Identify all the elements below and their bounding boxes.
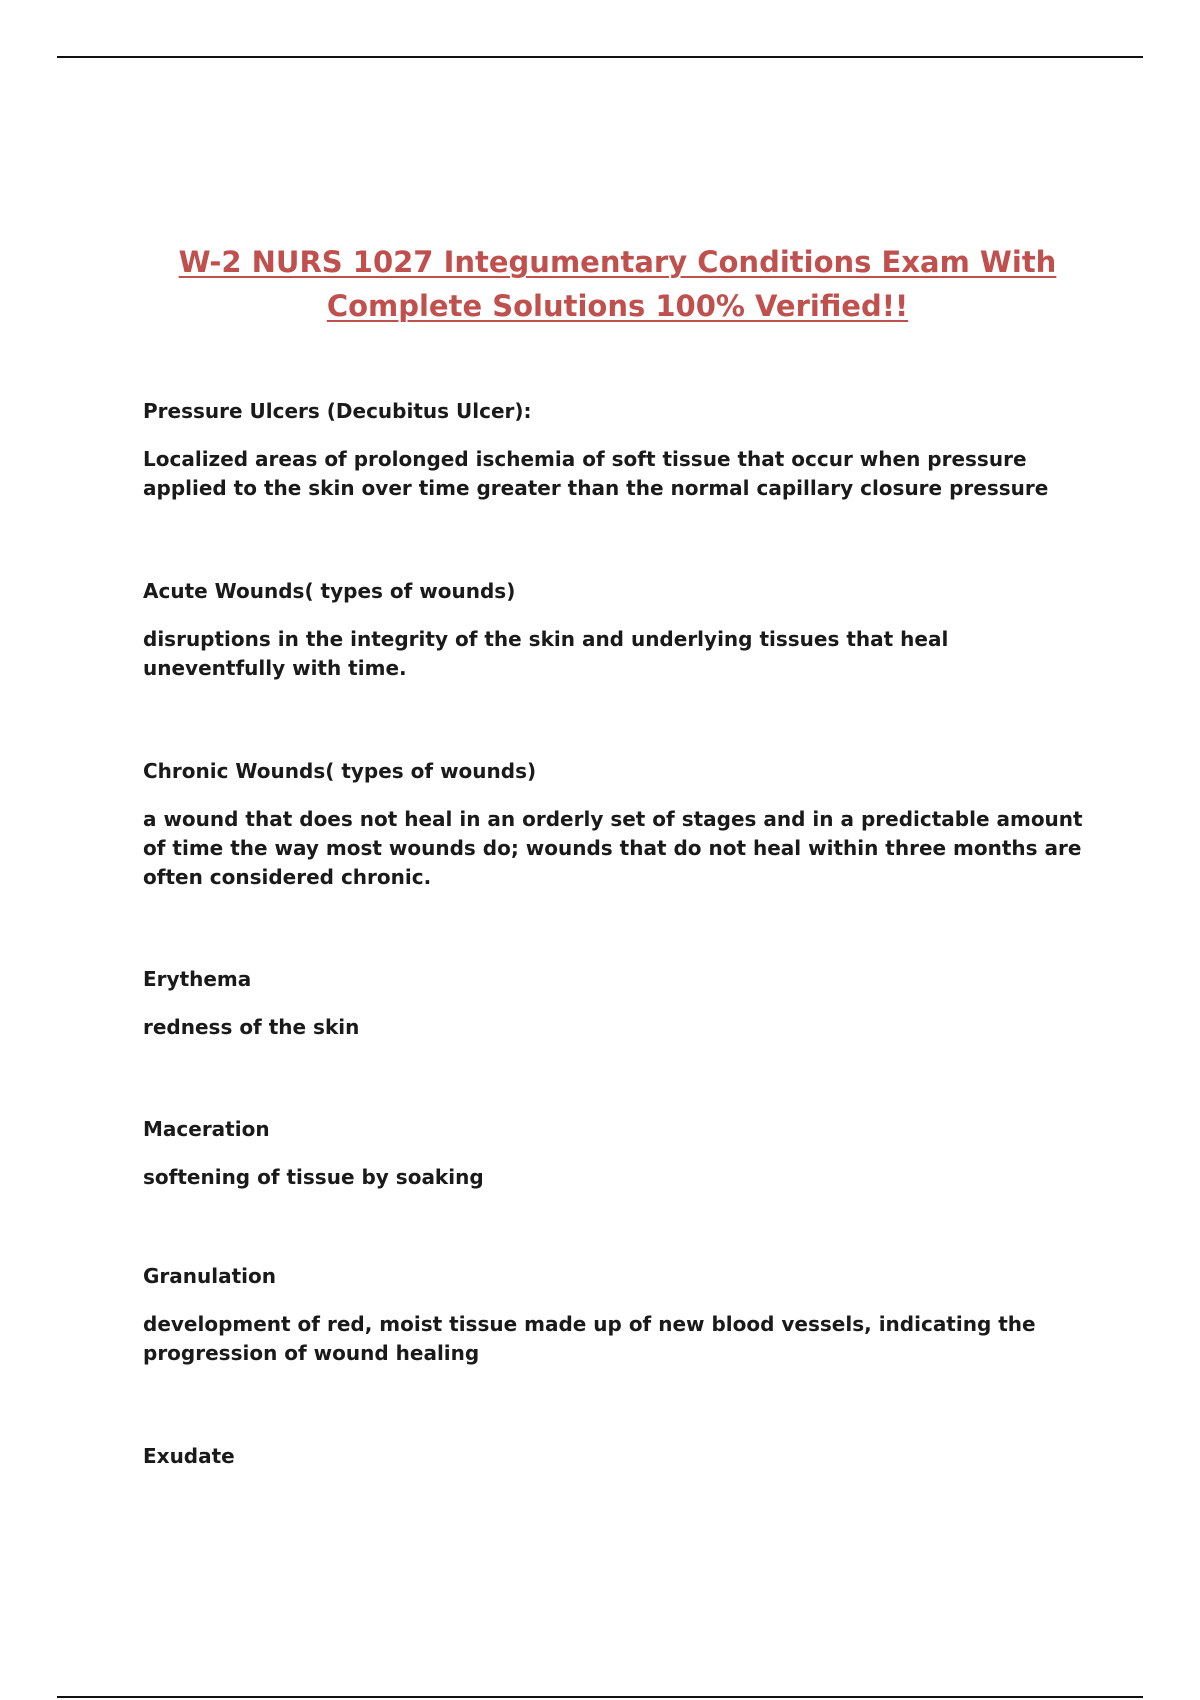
term: Exudate bbox=[143, 1444, 235, 1468]
top-divider bbox=[57, 56, 1143, 58]
list-item bbox=[143, 1115, 1083, 1192]
document-title: W-2 NURS 1027 Integumentary Conditions Exam With Complete Solutions 100% Verified!! bbox=[178, 245, 1057, 323]
definition: disruptions in the integrity of the skin and underlying tissues that heal uneventfully with time. bbox=[143, 627, 949, 680]
definition: a wound that does not heal in an orderly set of stages and in a predictable amount of time the way most wounds do; wounds that do not heal within three months are often considered chronic. bbox=[143, 807, 1083, 889]
term: Chronic Wounds( types of wounds) bbox=[143, 759, 537, 783]
term: Maceration bbox=[143, 1117, 270, 1141]
term: Acute Wounds( types of wounds) bbox=[143, 579, 516, 603]
definition: redness of the skin bbox=[143, 1015, 360, 1039]
definition: softening of tissue by soaking bbox=[143, 1165, 484, 1189]
list-item bbox=[143, 397, 1083, 503]
list-item bbox=[143, 1442, 1083, 1490]
term: Erythema bbox=[143, 967, 252, 991]
term: Granulation bbox=[143, 1264, 276, 1288]
term: Pressure Ulcers (Decubitus Ulcer): bbox=[143, 399, 532, 423]
list-item bbox=[143, 577, 1083, 683]
bottom-divider bbox=[57, 1696, 1143, 1698]
list-item bbox=[143, 1262, 1083, 1368]
list-item bbox=[143, 757, 1083, 892]
definition: Localized areas of prolonged ischemia of soft tissue that occur when pressure applied to the skin over time greater than the normal capillary closure pressure bbox=[143, 447, 1049, 500]
definition: development of red, moist tissue made up of new blood vessels, indicating the progression of wound healing bbox=[143, 1312, 1036, 1365]
list-item bbox=[143, 965, 1083, 1042]
